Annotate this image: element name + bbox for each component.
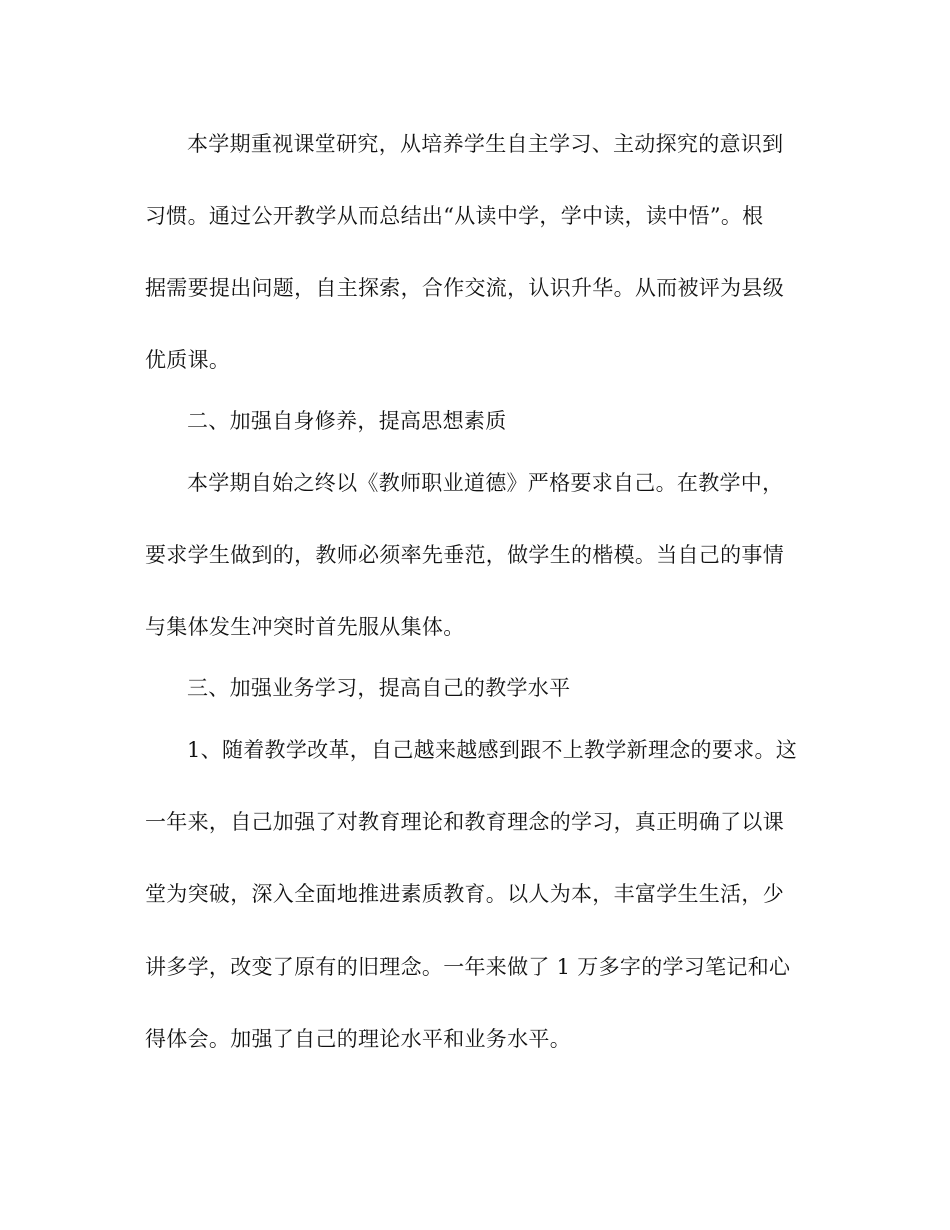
paragraph-3-line-5: 得体会。加强了自己的理论水平和业务水平。 [145, 1027, 571, 1051]
paragraph-3-line-3: 堂为突破，深入全面地推进素质教育。以人为本，丰富学生生活，少 [145, 882, 784, 906]
paragraph-1-line-2: 习惯。通过公开教学从而总结出“从读中学，学中读，读中悟”。根 [145, 204, 764, 228]
paragraph-1-line-1: 本学期重视课堂研究，从培养学生自主学习、主动探究的意识到 [187, 132, 784, 156]
paragraph-2-line-1: 本学期自始之终以《教师职业道德》严格要求自己。在教学中， [187, 471, 784, 495]
paragraph-3-line-1: 1、随着教学改革，自己越来越感到跟不上教学新理念的要求。这 [187, 738, 798, 762]
section-heading-2: 二、加强自身修养，提高思想素质 [187, 409, 507, 433]
paragraph-3-line-2: 一年来，自己加强了对教育理论和教育理念的学习，真正明确了以课 [145, 810, 784, 834]
paragraph-1-line-4: 优质课。 [145, 348, 231, 372]
paragraph-2-line-2: 要求学生做到的，教师必须率先垂范，做学生的楷模。当自己的事情 [145, 543, 784, 567]
paragraph-3-line-4: 讲多学，改变了原有的旧理念。一年来做了 1 万多字的学习笔记和心 [145, 955, 791, 979]
paragraph-2-line-3: 与集体发生冲突时首先服从集体。 [145, 615, 465, 639]
paragraph-1-line-3: 据需要提出问题，自主探索，合作交流，认识升华。从而被评为县级 [145, 276, 784, 300]
section-heading-3: 三、加强业务学习，提高自己的教学水平 [187, 676, 571, 700]
